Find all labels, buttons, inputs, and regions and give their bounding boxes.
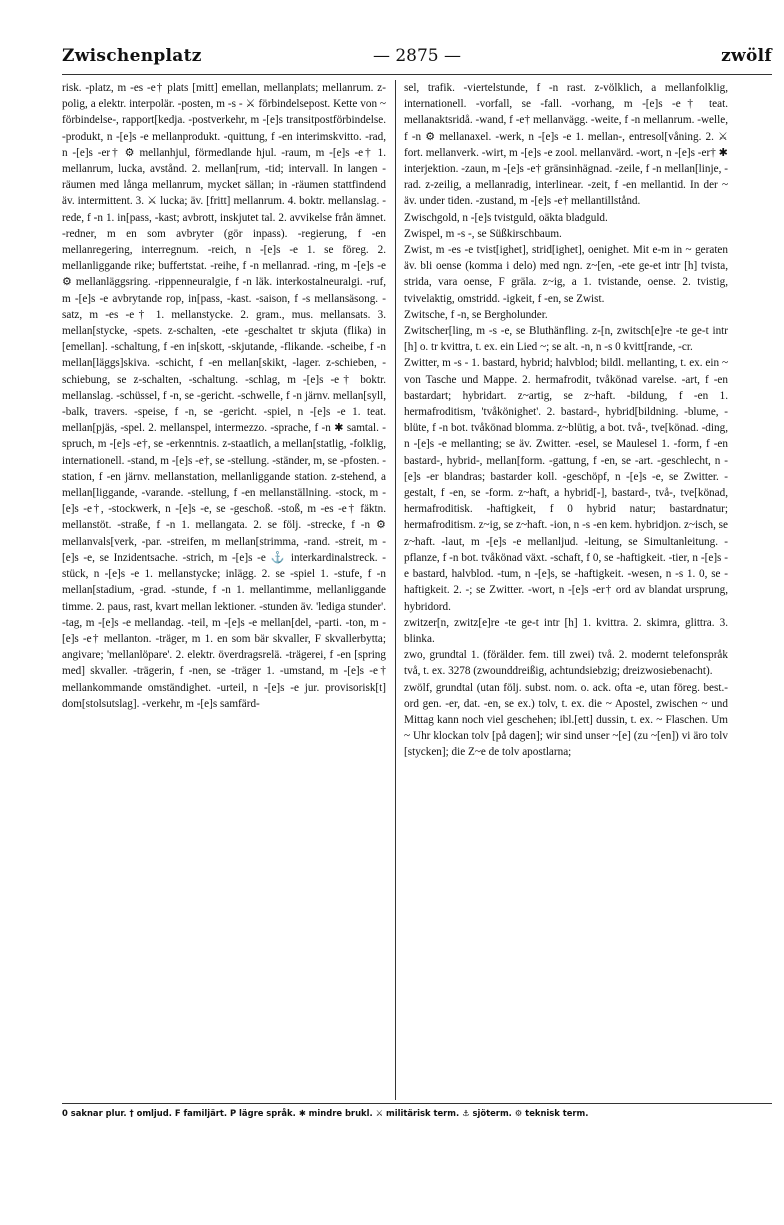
entry-zwo: zwo, grundtal 1. (förälder. fem. till zwei) två. 2. modernt telefonspråk två, t. ex. 3278 (zwounddreißig, achtundsiebzig; dreizwosiebenacht).: [404, 649, 728, 678]
entry-zwitzern: zwitzer[n, zwitz[e]re -te ge-t intr [h] 1. kvittra. 2. skimra, glittra. 3. blinka.: [404, 616, 728, 645]
entry-zwitsche: Zwitsche, f -n, se Bergholunder.: [404, 308, 548, 321]
header-rule: [62, 74, 772, 75]
left-column: [62, 80, 386, 1100]
header-last-word: zwölf: [721, 46, 772, 66]
entry-zwispel: Zwispel, m -s -, se Süßkirschbaum.: [404, 227, 562, 240]
right-column: [404, 80, 728, 1100]
page-header: [62, 46, 772, 72]
header-first-word: Zwischenplatz: [62, 46, 202, 66]
entry-zwitter: Zwitter, m -s - 1. bastard, hybrid; halvblod; bildl. mellanting, t. ex. ein ~ von Tasche und Mappe. 2. hermafrodit, tvåkönad varelse. -art, f -en bastardart; hybridart. z~artig, se z~haft. -bildung, f -en 1. hermafroditism, 'tvåkönighet'. 2. bastard-, hybrid[bildning. -blume, -blüte, f -n bot. tvåkönad blomma. z~blütig, a bot. två-, tve[könad. -ding, n -[e]s -e mellanting; se äv. Zwitter. -esel, se Maulesel 1. -form, f -en bastard-, hybrid-, mellan[form. -gattung, f -en, se -art. -geschlecht, n -[e]s -er blandras; bastarder koll. -geschöpf, n -[e]s -e, se Zwitter. -gestalt, f -en, se -form. z~haft, a hybrid[-], bastard-, två-, tve[könad, hermafroditisk. -haftigkeit, f 0 hybrid natur; bastardnatur; hermafroditism. z~ig, se z~haft. -ion, n -s -en kem. hybridjon. z~isch, se z~haft. -laut, m -[e]s -e mellanljud. -leitung, se Simultanleitung. -pflanze, f -n bot. tvåkönad växt. -schaft, f 0, se -haftigkeit. -tier, n -[e]s -e bastard, halvblod. -tum, n -[e]s, se -haftigkeit. -wesen, n -s 1. 0, se -haftigkeit. 2. -; se Zwitter. -wort, n -[e]s -er† ord av blandat ursprung, hybridord.: [404, 357, 728, 613]
entry-block: risk. -platz, m -es -e† plats [mitt] emellan, mellanplats; mellanrum. z-polig, a elektr. interpolär. -posten, m -s - ⚔ förbindelsepost. Kette von ~ förbindelse-, rapport[kedja. -postverkehr, m -[e]s transitpostförbindelse. -produkt, n -[e]s -e mellanprodukt. -quittung, f -en interimskvitto. -rad, n -[e]s -er† ⚙ mellanhjul, förmedlande hjul. -raum, m -[e]s -e† 1. mellanrum, lucka, avstånd. 2. mellan[rum, -tid; intervall. In langen -räumen med långa mellanrum, mycket sällan; in -räumen stattfindend äv. intermittent. 3. ⚔ lucka; äv. [fritt] mellanrum. 4. boktr. mellanslag. -rede, f -n 1. in[pass, -kast; avbrott, inskjutet tal. 2. avvikelse från ämnet. -redner, m en som avbryter (gör inpass). -regierung, f -en mellanregering, interregnum. -reich, n -[e]s -e 1. se föreg. 2. mellanliggande rike; buffertstat. -reihe, f -n mellanrad. -ring, m -[e]s -e ⚙ mellanläggsring. -rippenneuralgie, f -n läk. interkostalneuralgi. -ruf, m -[e]s -e avbrytande rop, in[pass, -kast. -saison, f -s mellansäsong. -satz, m -es -e† 1. mellanstycke. 2. gram., mus. mellansats. 3. mellan[stycke, -spets. z-schalten, -ete -geschaltet tr skjuta (flika) in [emellan]. -schaltung, f -en in[skott, -skjutande, -flikande. -scheibe, f -n mellan[läggs]skiva. -schicht, f -en mellan[skikt, -lager. z-schieben, -schiebung, se z-schalten, -schaltung. -schlag, m -[e]s -e† boktr. mellanslag. -schüssel, f -n, se -gericht. -schwelle, f -n järnv. mellan[syll, -balk, travers. -speise, f -n, se -gericht. -spiel, n -[e]s -e 1. teat. mellan[pjäs, -spel. 2. mellanspel, intermezzo. -sprache, f -n ✱ samtal. -spruch, m -[e]s -e†, se -erkenntnis. z-staatlich, a mellan[statlig, -folklig, internationell. -stand, m -[e]s -e†, se -stellung. -ständer, m, se -pfosten. -station, f -en järnv. mellanstation, mellanliggande station. z-stehend, a mellan[liggande, -varande. -stellung, f -en mellanställning. -stock, m -[e]s -e†, -stockwerk, n -[e]s -e, se -geschoß. -stoß, m -es -e† fäktn. mellanstöt. -straße, f -n 1. mellangata. 2. se följ. -strecke, f -n ⚙ mellanvals[verk, -par. -streifen, m mellan[strimma, -rand. -streit, m -[e]s -e, se Inzidentsache. -strich, m -[e]s -e ⚓ interkardinalstreck. -stück, n -[e]s -e 1. mellanstycke; inlägg. 2. se -spiel 1. -stufe, f -n mellan[stadium, -grad. -stunde, f -n 1. mellantimme, mellanliggande timme. 2. paus, rast, kvart mellan lektioner. -stunden äv. 'lediga stunder'. -tag, m -[e]s -e mellandag. -teil, m -[e]s -e mellan[del, -parti. -ton, m -[e]s -e† mellanton. -träger, m 1. en som bär skvaller, F skvallerbytta; angivare; 'mellanlöpare'. 2. elektr. överdragsrelä. -trägerei, f -en [spring med] skvaller. -trägerin, f -nen, se -träger 1. -umstand, m -[e]s -e† mellankommande omständighet. -urteil, n -[e]s -e jur. provisorisk[t] dom[stolsutslag]. -verkehr, m -[e]s samfärd-: [62, 82, 386, 710]
entry-zwischgold: Zwischgold, n -[e]s tvistguld, oäkta bladguld.: [404, 211, 608, 224]
entry-zwist: Zwist, m -es -e tvist[ighet], strid[ighet], oenighet. Mit e-m in ~ geraten äv. bli oense (komma i delo) med ngn. z~[en, -ete ge-et intr [h] tvista, strida, vara oense, F gräla. z~ig, a 1. tvistande, oense. 2. tvistig, tvivelaktig, omstridd. -igkeit, f -en, se Zwist.: [404, 244, 728, 305]
footer-rule: [62, 1103, 772, 1104]
abbreviation-legend: 0 saknar plur. † omljud. F familjärt. P lägre språk. ✱ mindre brukl. ⚔ militärisk term. ⚓ sjöterm. ⚙ teknisk term.: [62, 1108, 589, 1118]
entry-zwitscherling: Zwitscher[ling, m -s -e, se Bluthänfling. z-[n, zwitsch[e]re -te ge-t intr [h] o. tr kvittra, t. ex. ein Lied ~; se alt. -n, n -s 0 kvitt[rande, -cr.: [404, 325, 728, 354]
entry-zwoelf: zwölf, grundtal (utan följ. subst. nom. o. ack. ofta -e, utan föreg. best.-ord gen. -er, dat. -en, se ex.) tolv, t. ex. die ~ Apostel, zwischen ~ und Mittag kann noch viel geschehen; ibl.[ett] dussin, t. ex. ~ Flaschen. Um ~ Uhr klockan tolv [på dagen]; wir sind unser ~[e] (zu ~[en]) vi äro tolv [stycken]; die Z~e de tolv apostlarna;: [404, 681, 728, 759]
column-divider: [395, 80, 396, 1100]
entry-block: sel, trafik. -viertelstunde, f -n rast. z-völklich, a mellanfolklig, internationell. -vorfall, se -fall. -vorhang, m -[e]s -e† teat. mellanaktsridå. -wand, f -e† mellanvägg. -weite, f -n mellanrum. -welle, f -n ⚙ mellanaxel. -werk, n -[e]s -e 1. mellan-, entresol[våning. 2. ⚔ fort. mellanverk. -wirt, m -[e]s -e zool. mellanvärd. -wort, n -[e]s -er† ✱ interjektion. -zaun, m -[e]s -e† gränsinhägnad. -zeile, f -n mellan[linje, -rad. z-zeilig, a mellanradig, interlinear. -zeit, f -en mellantid. In der ~ äv. under tiden. -zustand, m -[e]s -e† mellantillstånd.: [404, 82, 728, 208]
page-number: — 2875 —: [372, 46, 462, 66]
